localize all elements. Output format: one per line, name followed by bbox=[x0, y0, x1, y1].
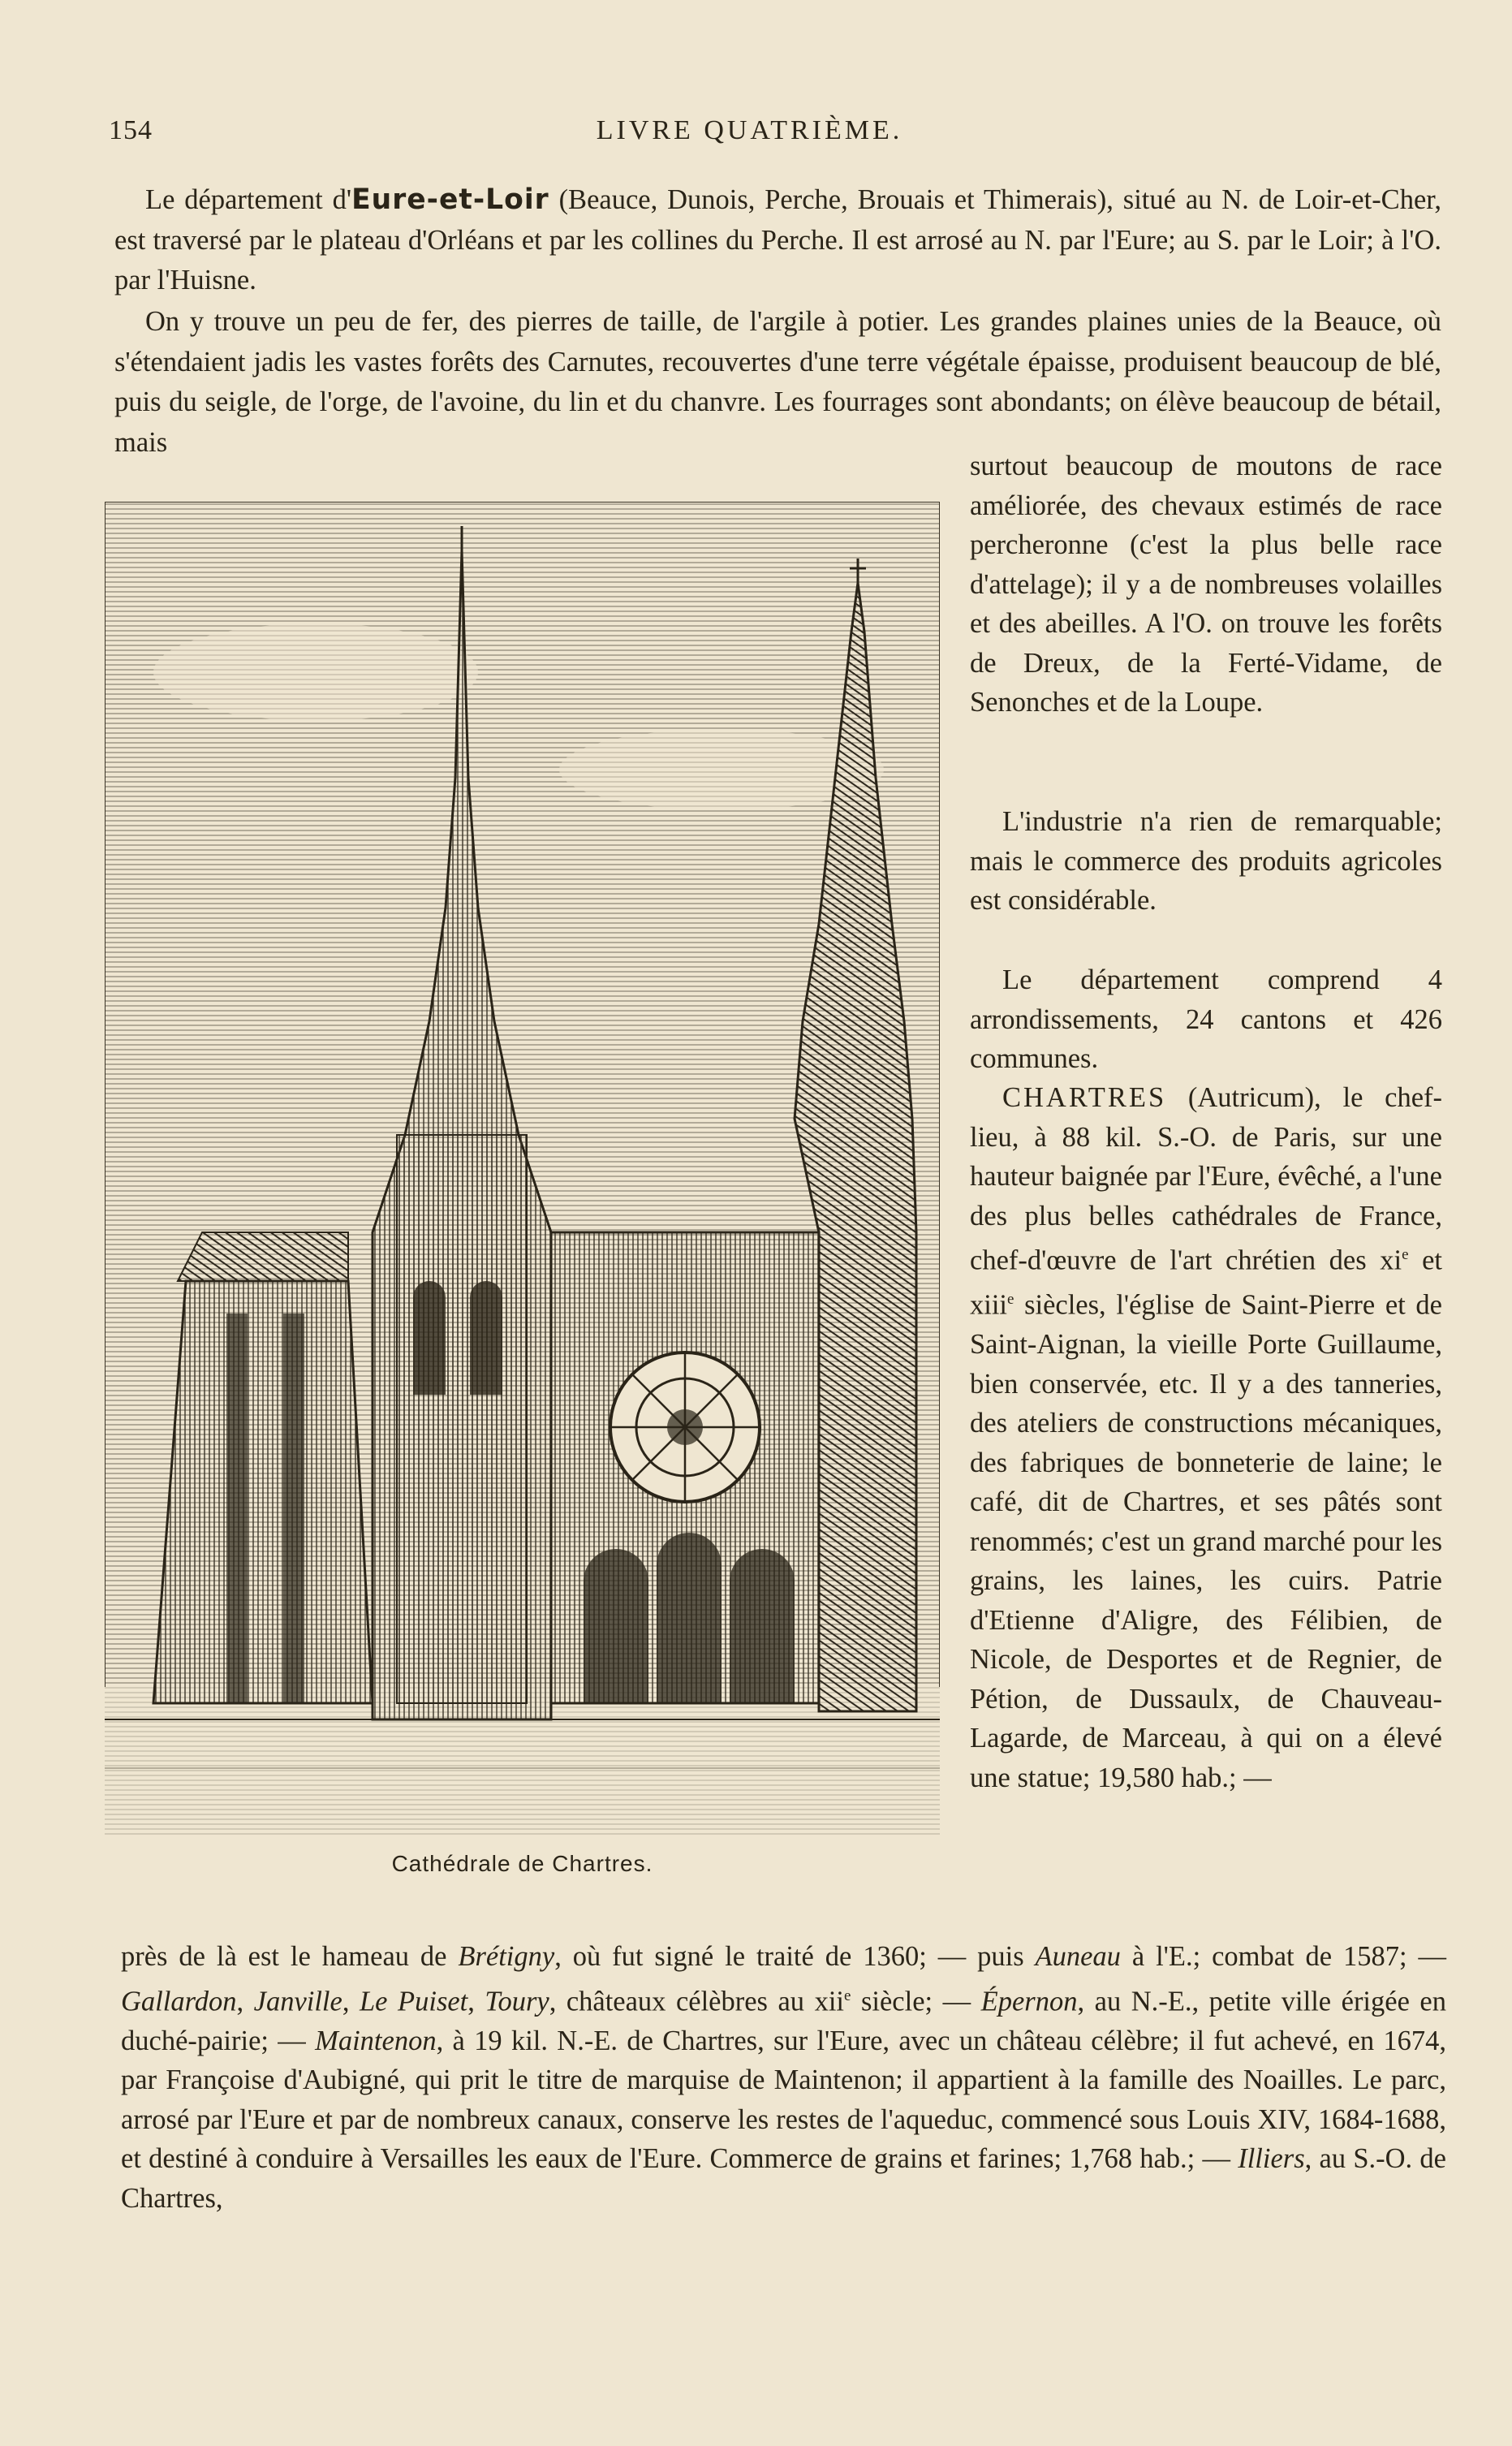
department-name: Eure-et-Loir bbox=[351, 183, 549, 216]
side-paragraph-department: Le département comprend 4 arrondissements, 24 cantons et 426 communes. bbox=[970, 964, 1442, 1074]
running-head: LIVRE QUATRIÈME. bbox=[596, 115, 903, 145]
bottom-paragraph: près de là est le hameau de Brétigny, où fut signé le traité de 1360; — puis Auneau à l'E.; combat de 1587; — Gallardon, Janville, Le Puiset, Toury, châteaux célèbres au xii$^e$ siècle; — Épernon, au N.-E., petite ville érigée en duché-pairie; — Maintenon, à 19 kil. N.-E. de Chartres, sur l'Eure, avec un château célèbre; il fut achevé, en 1674, par Françoise d'Aubigné, qui prit le titre de marquise de Maintenon; il appartient à la famille des Noailles. Le parc, arrosé par l'Eure et par de nombreux canaux, conserve les restes de l'aqueduc, commencé sous Louis XIV, 1684-1688, et destiné à conduire à Versailles les eaux de l'Eure. Commerce de grains et farines; 1,768 hab.; — Illiers, au S.-O. de Chartres, bbox=[121, 1941, 1447, 2215]
page-header bbox=[109, 115, 1390, 161]
chartres-heading: CHARTRES bbox=[1002, 1082, 1167, 1113]
intro-paragraph-2: On y trouve un peu de fer, des pierres de taille, de l'argile à potier. Les grandes plaines unies de la Beauce, où s'étendaient jadis les vastes forêts des Carnutes, recouvertes d'une terre végétale épaisse, produisent beaucoup de blé, puis du seigle, de l'orge, de l'avoine, du lin et du chanvre. Les fourrages sont abondants; on élève beaucoup de bétail, mais bbox=[114, 306, 1441, 458]
nave bbox=[153, 1281, 373, 1703]
side-paragraph-industry: L'industrie n'a rien de remarquable; mais le commerce des produits agricoles est considérable. bbox=[970, 806, 1442, 916]
cathedral-illustration bbox=[105, 502, 940, 1836]
intro-paragraph-1: Le département d'Eure-et-Loir (Beauce, Dunois, Perche, Brouais et Thimerais), situé au N. de Loir-et-Cher, est traversé par le plateau d'Orléans et par les collines du Perche. Il est arrosé au N. par l'Eure; au S. par le Loir; à l'O. par l'Huisne. bbox=[114, 183, 1441, 296]
figure-caption: Cathédrale de Chartres. bbox=[391, 1851, 653, 1876]
side-paragraph-continuation: surtout beaucoup de moutons de race améliorée, des chevaux estimés de race percheronne (c'est la plus belle race d'attelage); il y a de nombreuses volailles et des abeilles. A l'O. on trouve les forêts de Dreux, de la Ferté-Vidame, de Senonches et de la Loupe. bbox=[970, 451, 1442, 718]
side-paragraph-chartres: CHARTRES (Autricum), le chef-lieu, à 88 kil. S.-O. de Paris, sur une hauteur baignée par l'Eure, évêché, a l'une des plus belles cathédrales de France, chef-d'œuvre de l'art chrétien des $xi^e$ et xiii$^e$ siècles, l'église de Saint-Pierre et de Saint-Aignan, la vieille Porte Guillaume, bien conservée, etc. Il y a des tanneries, des ateliers de constructions mécaniques, des fabriques de bonneterie de laine; le café, dit de Chartres, et ses pâtés sont renommés; c'est un grand marché pour les grains, les laines, les cuirs. Patrie d'Etienne d'Aligre, des Félibien, de Nicole, de Desportes et de Regnier, de Pétion, de Dussaulx, de Chauveau-Lagarde, de Marceau, à qui on a élevé une statue; 19,580 hab.; — bbox=[970, 1082, 1442, 1793]
page-number: 154 bbox=[109, 115, 153, 145]
